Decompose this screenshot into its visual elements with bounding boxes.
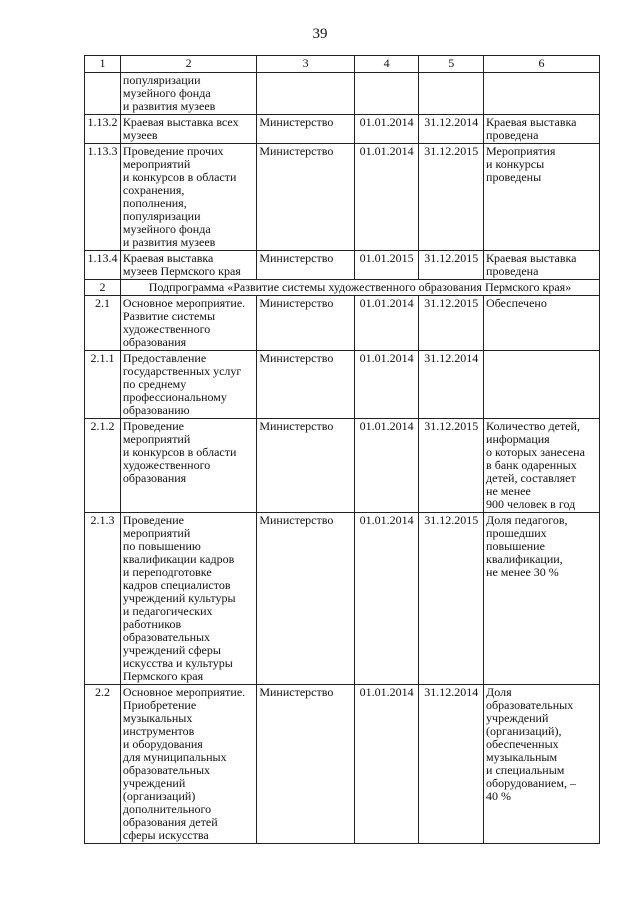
- executor: Министерство: [257, 251, 354, 280]
- column-header-2: 2: [120, 56, 256, 73]
- column-header-5: 5: [419, 56, 484, 73]
- table-row: [85, 351, 600, 419]
- end-date: 31.12.2015: [419, 419, 484, 513]
- end-date: 31.12.2015: [419, 144, 484, 251]
- expected-result: Краевая выставка проведена: [484, 251, 600, 280]
- expected-result: Мероприятия и конкурсы проведены: [484, 144, 600, 251]
- end-date: [419, 73, 484, 115]
- start-date: 01.01.2014: [354, 513, 419, 685]
- activity-number: 2.1.1: [85, 351, 121, 419]
- expected-result: Доля педагогов, прошедших повышение квалификации, не менее 30 %: [484, 513, 600, 685]
- executor: Министерство: [257, 685, 354, 844]
- column-header-4: 4: [354, 56, 419, 73]
- table-row: [85, 251, 600, 280]
- activity-number: 1.13.2: [85, 115, 121, 144]
- start-date: 01.01.2014: [354, 419, 419, 513]
- activity-name: популяризации музейного фонда и развития музеев: [120, 73, 256, 115]
- start-date: 01.01.2014: [354, 144, 419, 251]
- column-header-1: 1: [85, 56, 121, 73]
- activity-name: Краевая выставка всех музеев: [120, 115, 256, 144]
- executor: Министерство: [257, 513, 354, 685]
- executor: Министерство: [257, 351, 354, 419]
- activity-number: [85, 73, 121, 115]
- activity-name: Проведение мероприятий по повышению квалификации кадров и переподготовке кадров специалистов учреждений культуры и педагогических работников образовательных учреждений сферы искусства и культуры Пермского края: [120, 513, 256, 685]
- table-row: [85, 513, 600, 685]
- activity-name: Основное мероприятие. Развитие системы художественного образования: [120, 296, 256, 351]
- activity-name: Проведение прочих мероприятий и конкурсов в области сохранения, пополнения, популяризации музейного фонда и развития музеев: [120, 144, 256, 251]
- executor: Министерство: [257, 296, 354, 351]
- expected-result: [484, 351, 600, 419]
- expected-result: [484, 73, 600, 115]
- start-date: 01.01.2015: [354, 251, 419, 280]
- start-date: 01.01.2014: [354, 115, 419, 144]
- activity-number: 2.2: [85, 685, 121, 844]
- section-number: 2: [85, 280, 121, 296]
- table-row: [85, 144, 600, 251]
- activity-number: 1.13.3: [85, 144, 121, 251]
- table-row: [85, 685, 600, 844]
- activity-name: Проведение мероприятий и конкурсов в области художественного образования: [120, 419, 256, 513]
- expected-result: Краевая выставка проведена: [484, 115, 600, 144]
- table-row: [85, 115, 600, 144]
- start-date: 01.01.2014: [354, 351, 419, 419]
- executor: Министерство: [257, 115, 354, 144]
- activity-number: 2.1: [85, 296, 121, 351]
- column-header-6: 6: [484, 56, 600, 73]
- section-title: Подпрограмма «Развитие системы художественного образования Пермского края»: [120, 280, 599, 296]
- activity-name: Краевая выставка музеев Пермского края: [120, 251, 256, 280]
- executor: [257, 73, 354, 115]
- activity-number: 1.13.4: [85, 251, 121, 280]
- expected-result: Доля образовательных учреждений (организаций), обеспеченных музыкальным и специальным оборудованием, – 40 %: [484, 685, 600, 844]
- expected-result: Обеспечено: [484, 296, 600, 351]
- end-date: 31.12.2014: [419, 351, 484, 419]
- end-date: 31.12.2014: [419, 685, 484, 844]
- activity-name: Основное мероприятие. Приобретение музыкальных инструментов и оборудования для муниципальных образовательных учреждений (организаций) дополнительного образования детей сферы искусства: [120, 685, 256, 844]
- column-header-3: 3: [257, 56, 354, 73]
- page-number: 39: [312, 26, 328, 42]
- table-row: [85, 296, 600, 351]
- expected-result: Количество детей, информация о которых занесена в банк одаренных детей, составляет не менее 900 человек в год: [484, 419, 600, 513]
- activity-name: Предоставление государственных услуг по среднему профессиональному образованию: [120, 351, 256, 419]
- table-row: [85, 419, 600, 513]
- end-date: 31.12.2015: [419, 251, 484, 280]
- executor: Министерство: [257, 144, 354, 251]
- executor: Министерство: [257, 419, 354, 513]
- end-date: 31.12.2014: [419, 115, 484, 144]
- start-date: [354, 73, 419, 115]
- section-row: [85, 280, 600, 296]
- start-date: 01.01.2014: [354, 296, 419, 351]
- column-number-header-row: [85, 56, 600, 73]
- activity-number: 2.1.2: [85, 419, 121, 513]
- program-activities-table: [84, 55, 600, 844]
- table-row: [85, 73, 600, 115]
- end-date: 31.12.2015: [419, 513, 484, 685]
- activity-number: 2.1.3: [85, 513, 121, 685]
- end-date: 31.12.2015: [419, 296, 484, 351]
- start-date: 01.01.2014: [354, 685, 419, 844]
